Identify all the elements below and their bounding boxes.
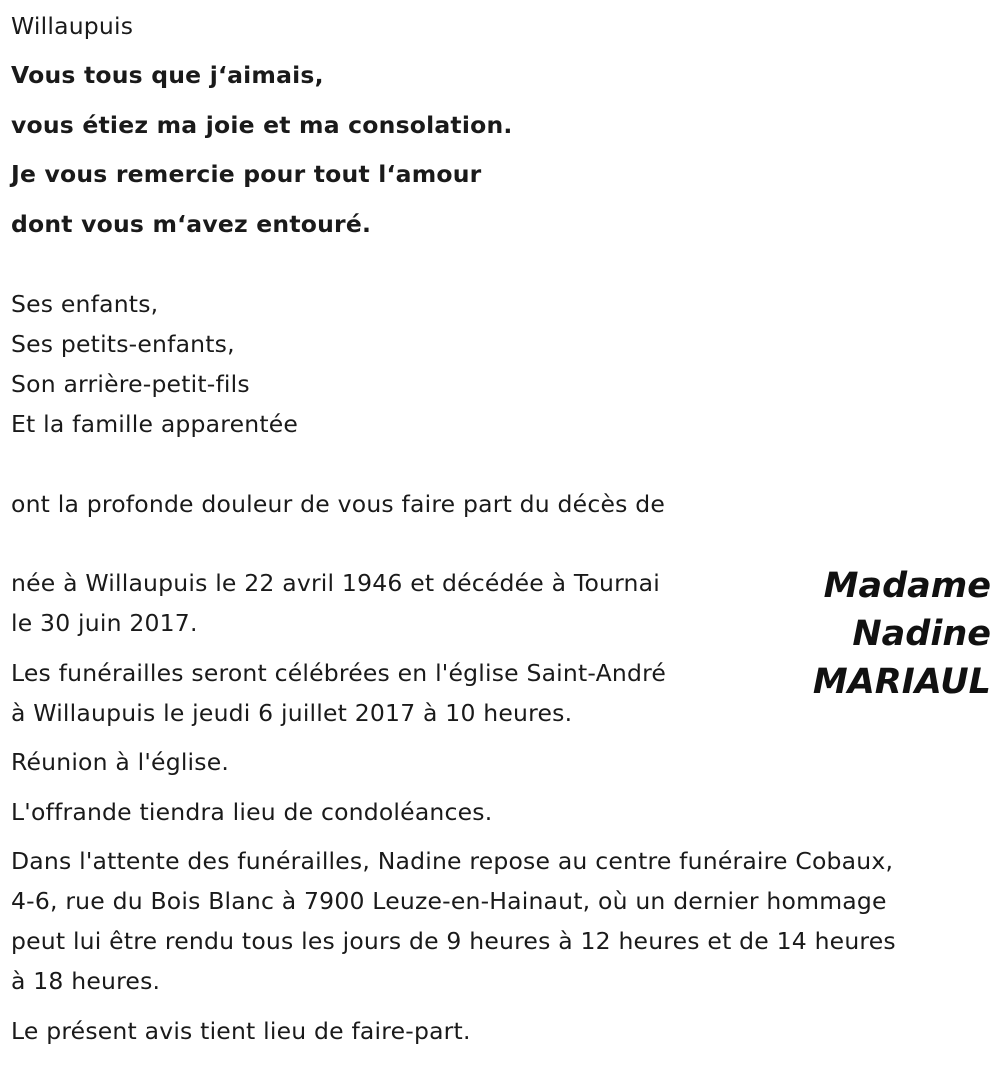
announcement-text: ont la profonde douleur de vous faire part du décès de [11,490,665,518]
notice-text: Le présent avis tient lieu de faire-part. [11,1017,471,1045]
offering-text: L'offrande tiendra lieu de condoléances. [11,798,493,826]
meeting-text: Réunion à l'église. [11,748,230,776]
quote-line: dont vous m‘avez entouré. [11,210,372,238]
birth-death-line: le 30 juin 2017. [11,609,198,637]
viewing-line: à 18 heures. [11,967,161,995]
funeral-line: à Willaupuis le jeudi 6 juillet 2017 à 10 heures. [11,699,573,727]
funeral-line: Les funérailles seront célébrées en l'église Saint-André [11,659,667,687]
quote-line: Je vous remercie pour tout l‘amour [11,160,482,188]
viewing-line: Dans l'attente des funérailles, Nadine repose au centre funéraire Cobaux, [11,847,894,875]
family-line: Son arrière-petit-fils [11,370,250,398]
deceased-last-name: MARIAUL [812,662,991,702]
birth-death-line: née à Willaupuis le 22 avril 1946 et décédée à Tournai [11,569,660,597]
deceased-title: Madame [823,566,991,606]
quote-line: Vous tous que j‘aimais, [11,61,324,89]
location-text: Willaupuis [11,12,134,40]
deceased-first-name: Nadine [852,614,991,654]
quote-line: vous étiez ma joie et ma consolation. [11,111,513,139]
family-line: Et la famille apparentée [11,410,299,438]
viewing-line: peut lui être rendu tous les jours de 9 heures à 12 heures et de 14 heures [11,927,896,955]
viewing-line: 4-6, rue du Bois Blanc à 7900 Leuze-en-Hainaut, où un dernier hommage [11,887,887,915]
family-line: Ses petits-enfants, [11,330,235,358]
family-line: Ses enfants, [11,290,159,318]
